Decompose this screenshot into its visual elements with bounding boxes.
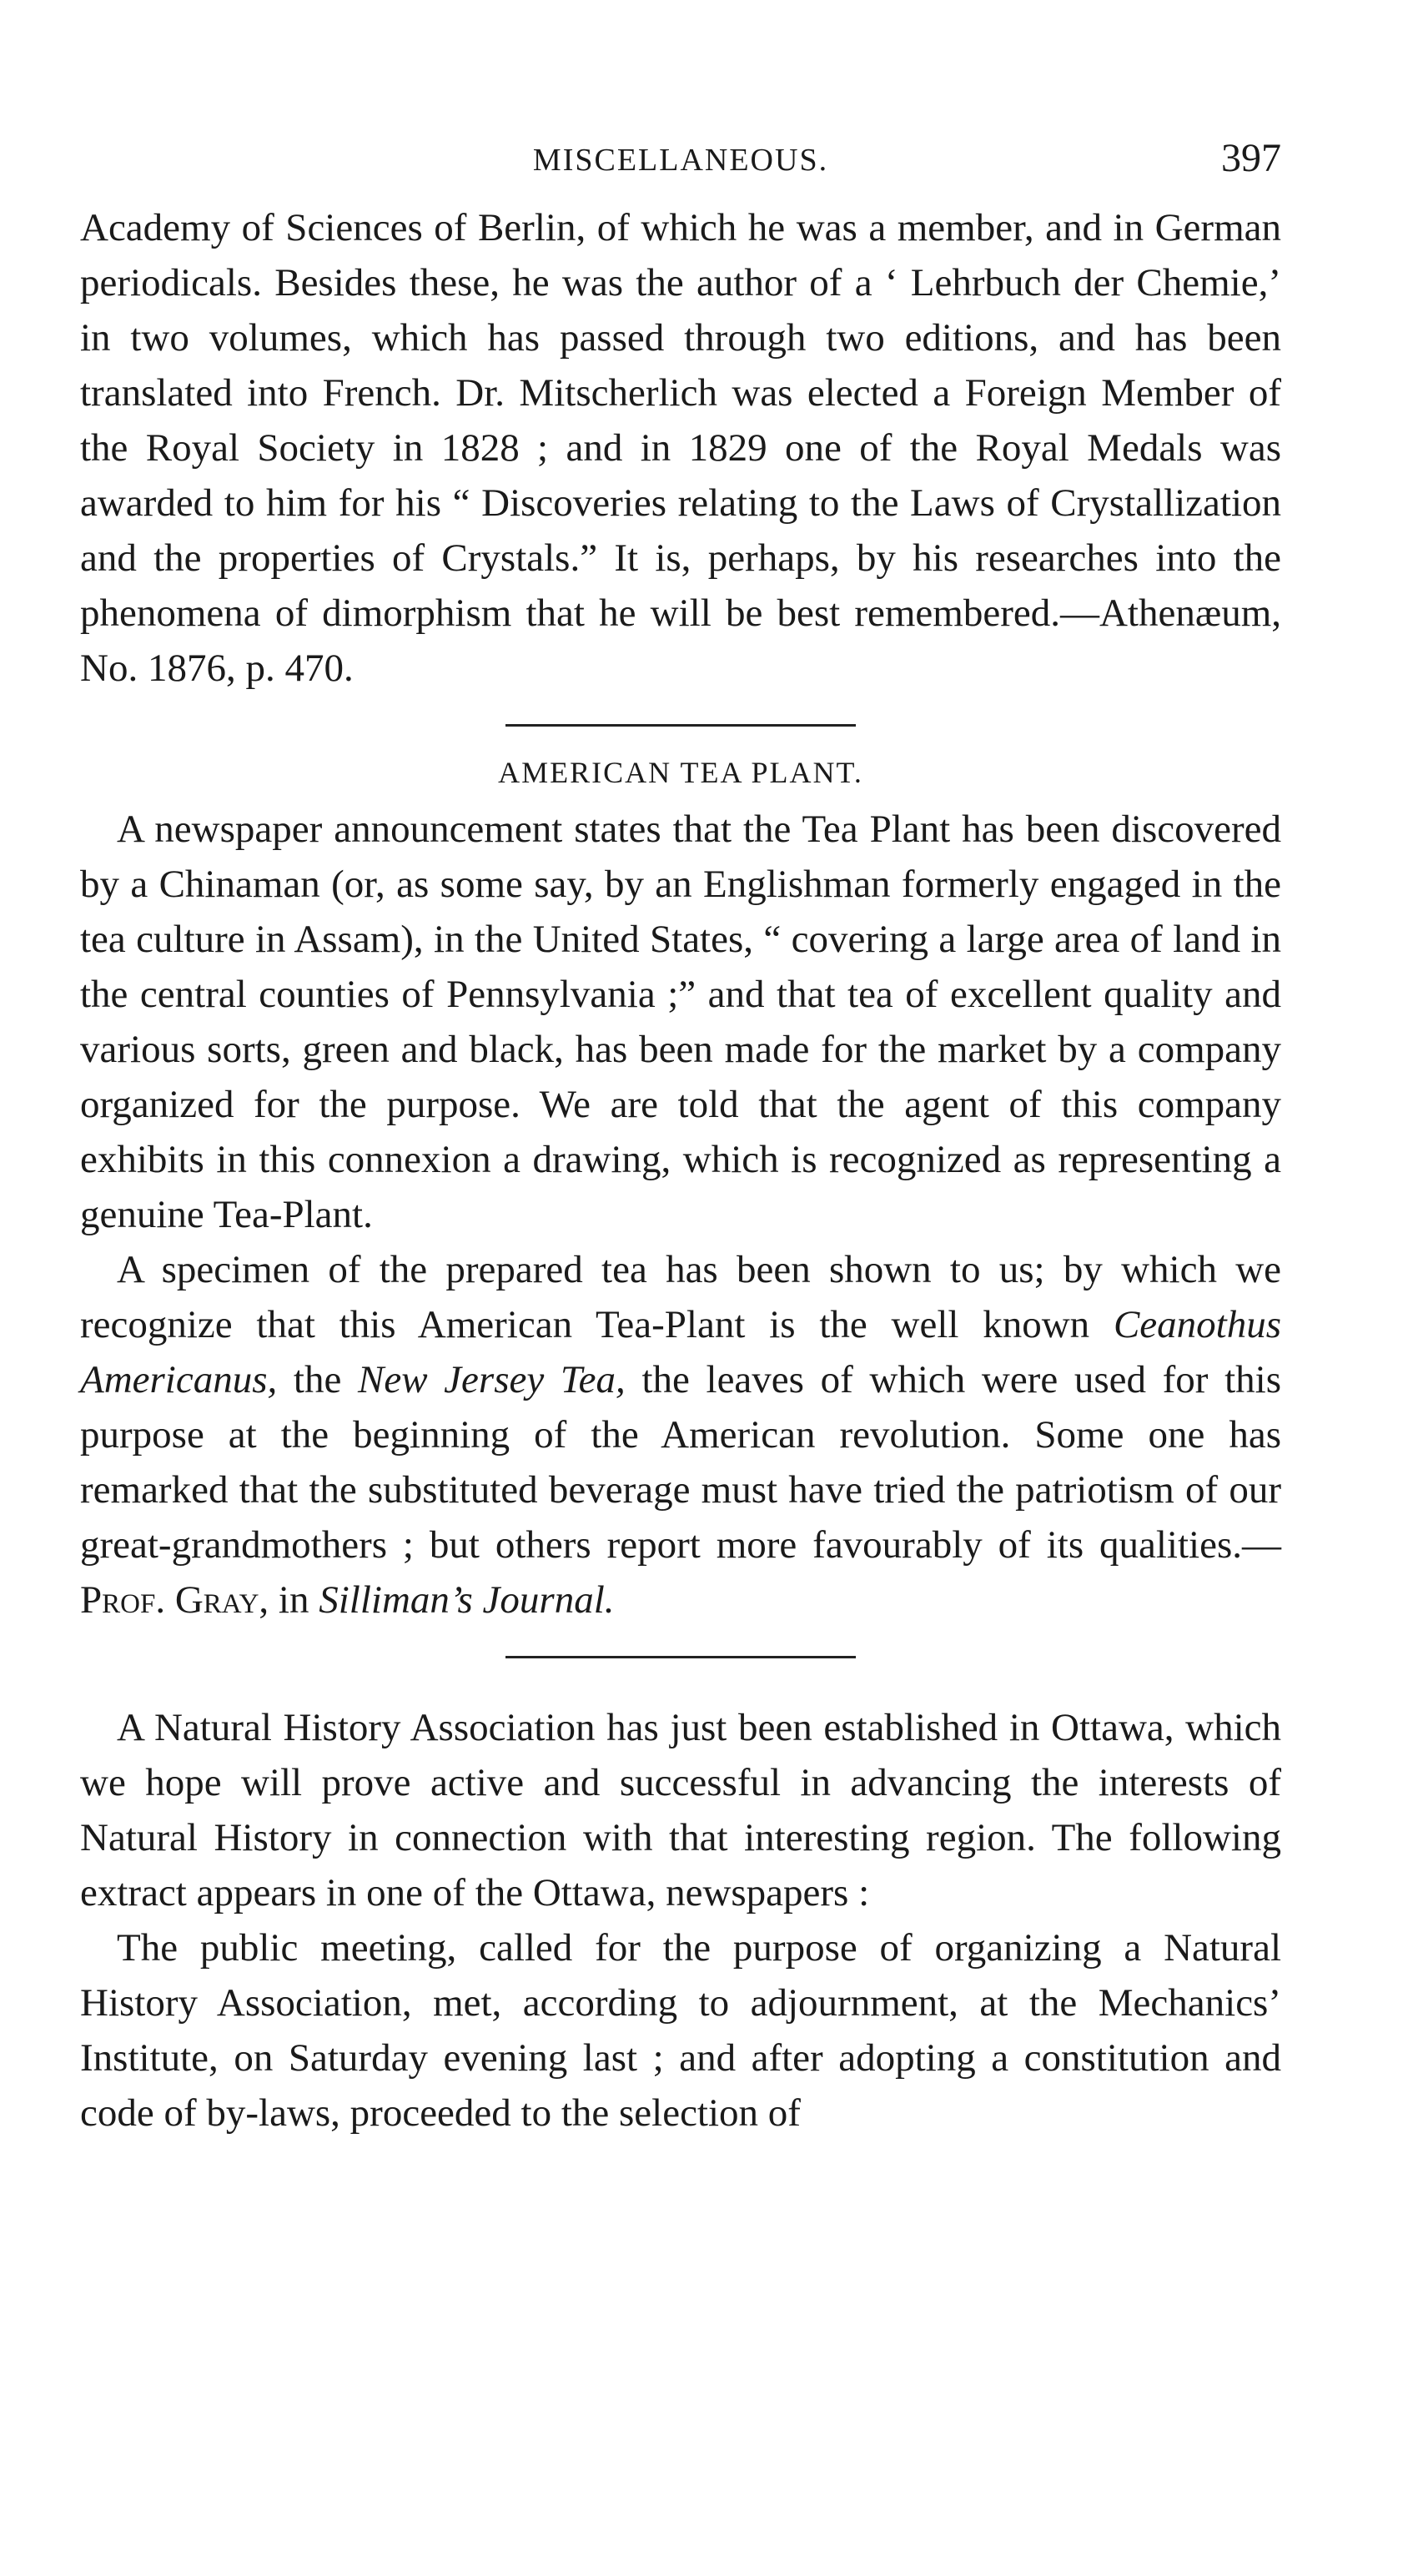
article3-paragraph-1: A Natural History Association has just been established in Ottawa, which we hope will prove active and successful in advancing the interests of Natural History in connection with that interesting region. The following extract appears in one of the Ottawa, newspapers : (80, 1706, 1281, 1914)
p2-italic-ceanothus: Ceanothus Americanus, (80, 1303, 1281, 1401)
page-number: 397 (1221, 136, 1281, 180)
running-title: MISCELLANEOUS. (532, 143, 829, 178)
section-gap (80, 1658, 1281, 1700)
book-page (80, 136, 1281, 2141)
section-title-american-tea-plant: AMERICAN TEA PLANT. (498, 756, 863, 789)
article1-paragraph: Academy of Sciences of Berlin, of which he was a member, and in German periodicals. Besides these, he was the author of a ‘ Lehrbuch der Chemie,’ in two volumes, which has passed through two editions, and has been translated into French. Dr. Mitscherlich was elected a Foreign Member of the Royal Society in 1828 ; and in 1829 one of the Royal Medals was awarded to him for his “ Discoveries relating to the Laws of Crystallization and the properties of Crystals.” It is, perhaps, by his researches into the phenomena of dimorphism that he will be best remembered.—Athenæum, No. 1876, p. 470. (80, 206, 1281, 690)
article3-paragraph-2: The public meeting, called for the purpose of organizing a Natural History Association, met, according to adjournment, at the Mechanics’ Institute, on Saturday evening last ; and after adopting a constitution and code of by-laws, proceeded to the selection of (80, 1926, 1281, 2135)
p2-text-2: the (277, 1358, 358, 1401)
p2-text-1: A specimen of the prepared tea has been shown to us; by which we recognize that this American Tea-Plant is the well known (80, 1248, 1281, 1346)
p2-text-3: the leaves of which were used for this purpose at the beginning of the American revolution. Some one has remarked that the substituted beverage must have tried the patriotism of our great-grandmothers ; but others report more favourably of its qualities.— (80, 1358, 1281, 1567)
article2-paragraph-1: A newspaper announcement states that the Tea Plant has been discovered by a Chinaman (or, as some say, by an Englishman formerly engaged in the tea culture in Assam), in the United States, “ covering a large area of land in the central counties of Pennsylvania ;” and that tea of excellent quality and various sorts, green and black, has been made for the market by a company organized for the purpose. We are told that the agent of this company exhibits in this connexion a drawing, which is recognized as representing a genuine Tea-Plant. (80, 808, 1281, 1236)
p2-source-journal: Silliman’s Journal. (319, 1578, 615, 1622)
running-head (80, 136, 1281, 200)
p2-italic-new-jersey-tea: New Jersey Tea, (357, 1358, 626, 1401)
section-divider-1 (505, 724, 856, 727)
article2-paragraph-2 (80, 1242, 1281, 1628)
p2-author: Prof. Gray, (80, 1578, 269, 1622)
p2-text-4: in (269, 1578, 319, 1622)
